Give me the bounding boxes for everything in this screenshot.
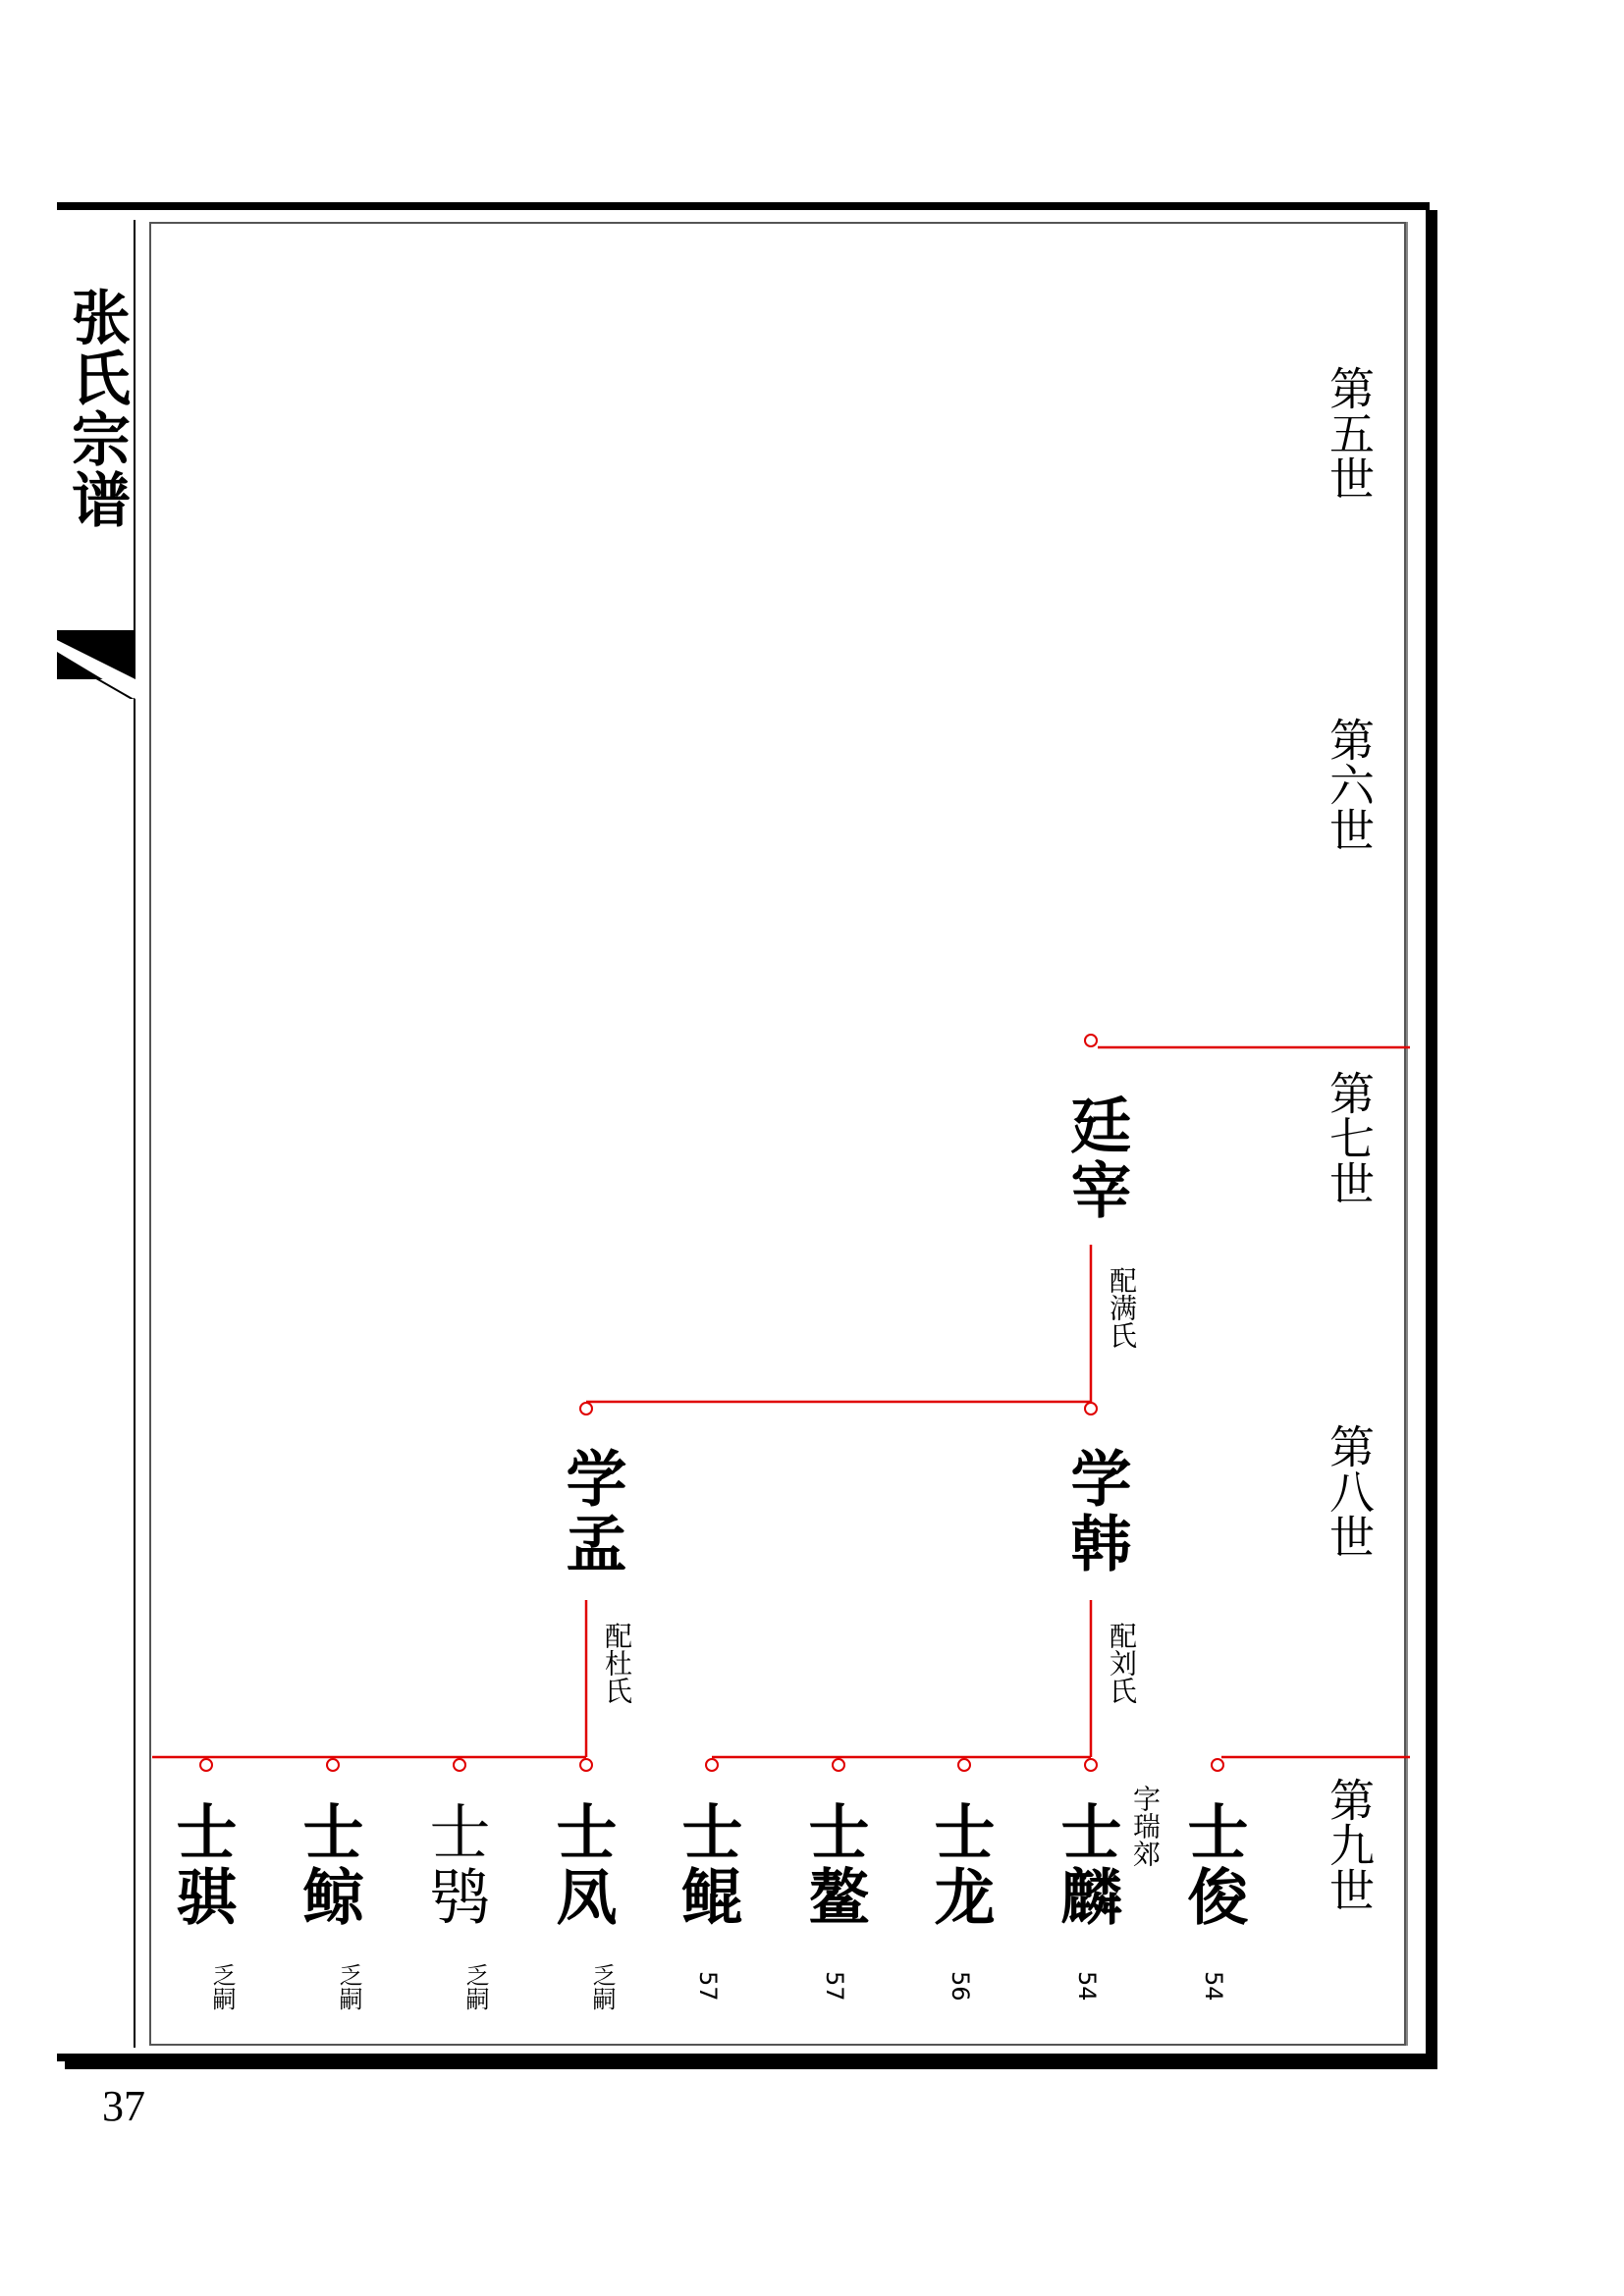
person-name: 学韩: [1060, 1447, 1132, 1576]
descendant-tag: 56: [947, 1971, 974, 2002]
descendant-tag: 乏嗣: [588, 1963, 616, 2010]
person-name: 士凤: [546, 1800, 618, 1930]
descendant-tag: 57: [694, 1971, 722, 2002]
person-name: 士麟: [1051, 1800, 1122, 1930]
descendant-tag: 57: [821, 1971, 848, 2002]
spouse-note: 配杜氏: [601, 1622, 633, 1704]
descendant-tag: 54: [1073, 1971, 1101, 2002]
spouse-note: 配刘氏: [1106, 1622, 1138, 1704]
generation-label: 第六世: [1323, 717, 1376, 852]
spouse-note: 配满氏: [1106, 1266, 1138, 1349]
person-name: 士俊: [1177, 1800, 1249, 1930]
person-name: 士鳌: [798, 1800, 870, 1930]
generation-label: 第九世: [1323, 1777, 1376, 1912]
page-number: 37: [102, 2082, 145, 2130]
person-name: 学孟: [556, 1447, 627, 1576]
courtesy-name-note: 字瑞郊: [1129, 1785, 1162, 1867]
descendant-tag: 乏嗣: [335, 1963, 362, 2010]
person-name: 士骐: [166, 1800, 238, 1930]
book-title: 张氏宗谱: [62, 287, 131, 530]
generation-label: 第八世: [1323, 1423, 1376, 1559]
generation-label: 第五世: [1323, 365, 1376, 501]
descendant-tag: 54: [1200, 1971, 1227, 2002]
person-name: 士龙: [924, 1800, 996, 1930]
person-name: 士鲸: [293, 1800, 364, 1930]
person-name: 士鲲: [672, 1800, 743, 1930]
person-name: 士鸮: [419, 1800, 491, 1930]
person-name: 廷宰: [1060, 1094, 1132, 1223]
descendant-tag: 乏嗣: [461, 1963, 489, 2010]
generation-label: 第七世: [1323, 1070, 1376, 1205]
descendant-tag: 乏嗣: [208, 1963, 236, 2010]
